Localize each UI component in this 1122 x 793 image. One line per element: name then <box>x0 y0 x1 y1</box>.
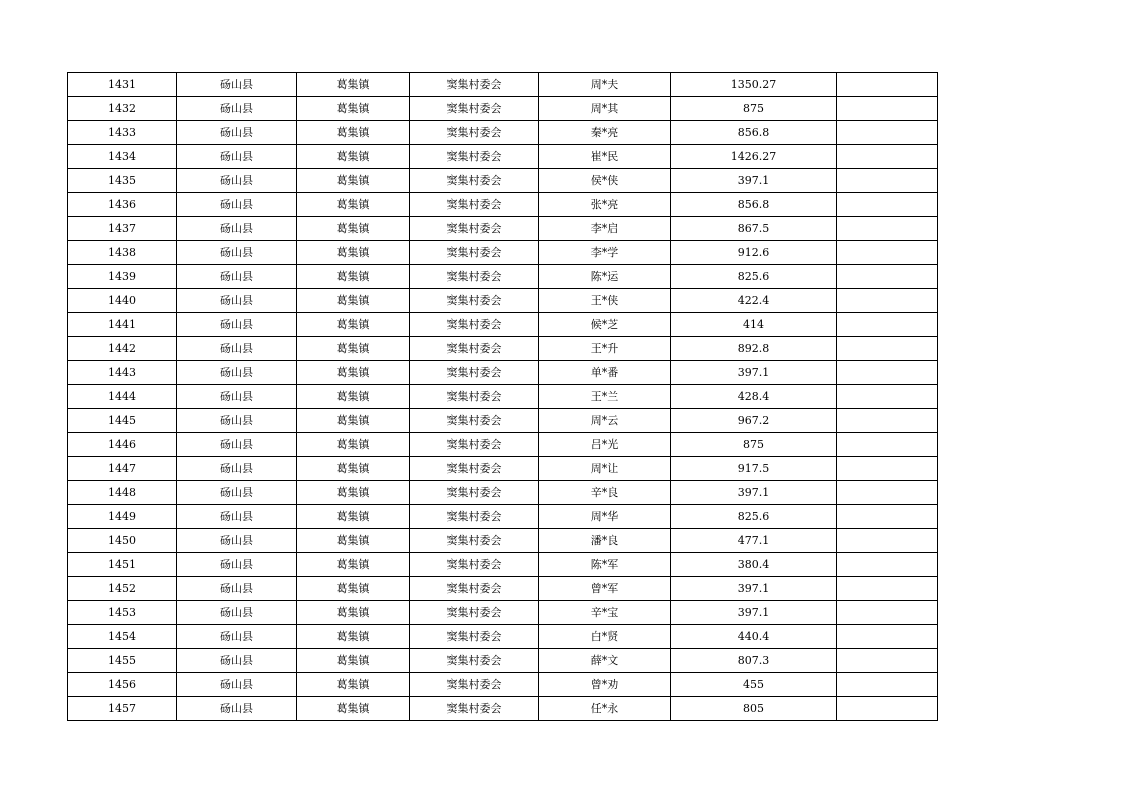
name-cell: 吕*光 <box>539 433 671 457</box>
village-committee-cell: 窦集村委会 <box>410 169 539 193</box>
town-cell: 葛集镇 <box>297 193 410 217</box>
remark-cell <box>837 241 938 265</box>
remark-cell <box>837 529 938 553</box>
name-cell: 白*贤 <box>539 625 671 649</box>
county-cell: 砀山县 <box>177 217 297 241</box>
name-cell: 周*夫 <box>539 73 671 97</box>
town-cell: 葛集镇 <box>297 505 410 529</box>
row-number-cell: 1433 <box>68 121 177 145</box>
county-cell: 砀山县 <box>177 409 297 433</box>
remark-cell <box>837 625 938 649</box>
remark-cell <box>837 409 938 433</box>
town-cell: 葛集镇 <box>297 649 410 673</box>
amount-cell: 1350.27 <box>671 73 837 97</box>
amount-cell: 825.6 <box>671 505 837 529</box>
town-cell: 葛集镇 <box>297 673 410 697</box>
town-cell: 葛集镇 <box>297 289 410 313</box>
remark-cell <box>837 673 938 697</box>
table-row <box>68 193 938 217</box>
town-cell: 葛集镇 <box>297 409 410 433</box>
row-number-cell: 1442 <box>68 337 177 361</box>
amount-cell: 917.5 <box>671 457 837 481</box>
name-cell: 周*云 <box>539 409 671 433</box>
village-committee-cell: 窦集村委会 <box>410 697 539 721</box>
amount-cell: 912.6 <box>671 241 837 265</box>
remark-cell <box>837 121 938 145</box>
table-row <box>68 553 938 577</box>
row-number-cell: 1431 <box>68 73 177 97</box>
county-cell: 砀山县 <box>177 577 297 601</box>
name-cell: 任*永 <box>539 697 671 721</box>
name-cell: 崔*民 <box>539 145 671 169</box>
amount-cell: 380.4 <box>671 553 837 577</box>
town-cell: 葛集镇 <box>297 697 410 721</box>
amount-cell: 875 <box>671 97 837 121</box>
town-cell: 葛集镇 <box>297 553 410 577</box>
amount-cell: 856.8 <box>671 193 837 217</box>
town-cell: 葛集镇 <box>297 265 410 289</box>
amount-cell: 397.1 <box>671 169 837 193</box>
town-cell: 葛集镇 <box>297 97 410 121</box>
amount-cell: 422.4 <box>671 289 837 313</box>
row-number-cell: 1446 <box>68 433 177 457</box>
town-cell: 葛集镇 <box>297 457 410 481</box>
town-cell: 葛集镇 <box>297 529 410 553</box>
village-committee-cell: 窦集村委会 <box>410 265 539 289</box>
amount-cell: 805 <box>671 697 837 721</box>
table-row <box>68 505 938 529</box>
name-cell: 辛*良 <box>539 481 671 505</box>
table-row <box>68 673 938 697</box>
village-committee-cell: 窦集村委会 <box>410 577 539 601</box>
amount-cell: 875 <box>671 433 837 457</box>
county-cell: 砀山县 <box>177 529 297 553</box>
remark-cell <box>837 313 938 337</box>
row-number-cell: 1443 <box>68 361 177 385</box>
name-cell: 李*学 <box>539 241 671 265</box>
village-committee-cell: 窦集村委会 <box>410 97 539 121</box>
village-committee-cell: 窦集村委会 <box>410 361 539 385</box>
row-number-cell: 1451 <box>68 553 177 577</box>
table-row <box>68 265 938 289</box>
county-cell: 砀山县 <box>177 385 297 409</box>
town-cell: 葛集镇 <box>297 73 410 97</box>
village-committee-cell: 窦集村委会 <box>410 145 539 169</box>
amount-cell: 807.3 <box>671 649 837 673</box>
village-committee-cell: 窦集村委会 <box>410 337 539 361</box>
name-cell: 张*亮 <box>539 193 671 217</box>
county-cell: 砀山县 <box>177 145 297 169</box>
remark-cell <box>837 193 938 217</box>
village-committee-cell: 窦集村委会 <box>410 73 539 97</box>
row-number-cell: 1452 <box>68 577 177 601</box>
county-cell: 砀山县 <box>177 265 297 289</box>
county-cell: 砀山县 <box>177 481 297 505</box>
name-cell: 曾*军 <box>539 577 671 601</box>
town-cell: 葛集镇 <box>297 577 410 601</box>
table-row <box>68 217 938 241</box>
remark-cell <box>837 169 938 193</box>
county-cell: 砀山县 <box>177 625 297 649</box>
row-number-cell: 1434 <box>68 145 177 169</box>
county-cell: 砀山县 <box>177 241 297 265</box>
county-cell: 砀山县 <box>177 601 297 625</box>
remark-cell <box>837 505 938 529</box>
table-row <box>68 289 938 313</box>
row-number-cell: 1447 <box>68 457 177 481</box>
remark-cell <box>837 73 938 97</box>
village-committee-cell: 窦集村委会 <box>410 505 539 529</box>
remark-cell <box>837 385 938 409</box>
village-committee-cell: 窦集村委会 <box>410 241 539 265</box>
data-table <box>67 72 938 721</box>
village-committee-cell: 窦集村委会 <box>410 385 539 409</box>
county-cell: 砀山县 <box>177 97 297 121</box>
name-cell: 李*启 <box>539 217 671 241</box>
village-committee-cell: 窦集村委会 <box>410 121 539 145</box>
amount-cell: 397.1 <box>671 577 837 601</box>
remark-cell <box>837 433 938 457</box>
row-number-cell: 1454 <box>68 625 177 649</box>
amount-cell: 825.6 <box>671 265 837 289</box>
name-cell: 潘*良 <box>539 529 671 553</box>
village-committee-cell: 窦集村委会 <box>410 193 539 217</box>
amount-cell: 1426.27 <box>671 145 837 169</box>
village-committee-cell: 窦集村委会 <box>410 601 539 625</box>
town-cell: 葛集镇 <box>297 481 410 505</box>
town-cell: 葛集镇 <box>297 625 410 649</box>
name-cell: 候*芝 <box>539 313 671 337</box>
row-number-cell: 1456 <box>68 673 177 697</box>
amount-cell: 867.5 <box>671 217 837 241</box>
table-body <box>68 73 938 721</box>
village-committee-cell: 窦集村委会 <box>410 553 539 577</box>
name-cell: 陈*运 <box>539 265 671 289</box>
table-row <box>68 697 938 721</box>
remark-cell <box>837 289 938 313</box>
amount-cell: 892.8 <box>671 337 837 361</box>
village-committee-cell: 窦集村委会 <box>410 673 539 697</box>
row-number-cell: 1453 <box>68 601 177 625</box>
remark-cell <box>837 145 938 169</box>
table-row <box>68 121 938 145</box>
row-number-cell: 1450 <box>68 529 177 553</box>
row-number-cell: 1445 <box>68 409 177 433</box>
row-number-cell: 1457 <box>68 697 177 721</box>
table-row <box>68 73 938 97</box>
county-cell: 砀山县 <box>177 457 297 481</box>
village-committee-cell: 窦集村委会 <box>410 457 539 481</box>
table-row <box>68 361 938 385</box>
village-committee-cell: 窦集村委会 <box>410 289 539 313</box>
town-cell: 葛集镇 <box>297 433 410 457</box>
table-row <box>68 577 938 601</box>
table-row <box>68 529 938 553</box>
county-cell: 砀山县 <box>177 649 297 673</box>
town-cell: 葛集镇 <box>297 217 410 241</box>
amount-cell: 455 <box>671 673 837 697</box>
amount-cell: 397.1 <box>671 481 837 505</box>
table-row <box>68 385 938 409</box>
row-number-cell: 1441 <box>68 313 177 337</box>
table-row <box>68 169 938 193</box>
village-committee-cell: 窦集村委会 <box>410 649 539 673</box>
amount-cell: 440.4 <box>671 625 837 649</box>
town-cell: 葛集镇 <box>297 601 410 625</box>
row-number-cell: 1432 <box>68 97 177 121</box>
town-cell: 葛集镇 <box>297 145 410 169</box>
remark-cell <box>837 337 938 361</box>
row-number-cell: 1438 <box>68 241 177 265</box>
county-cell: 砀山县 <box>177 505 297 529</box>
amount-cell: 967.2 <box>671 409 837 433</box>
village-committee-cell: 窦集村委会 <box>410 313 539 337</box>
amount-cell: 477.1 <box>671 529 837 553</box>
remark-cell <box>837 697 938 721</box>
remark-cell <box>837 97 938 121</box>
remark-cell <box>837 601 938 625</box>
remark-cell <box>837 361 938 385</box>
name-cell: 王*兰 <box>539 385 671 409</box>
remark-cell <box>837 481 938 505</box>
town-cell: 葛集镇 <box>297 241 410 265</box>
amount-cell: 428.4 <box>671 385 837 409</box>
table-row <box>68 145 938 169</box>
amount-cell: 397.1 <box>671 361 837 385</box>
county-cell: 砀山县 <box>177 433 297 457</box>
row-number-cell: 1437 <box>68 217 177 241</box>
town-cell: 葛集镇 <box>297 385 410 409</box>
county-cell: 砀山县 <box>177 361 297 385</box>
name-cell: 辛*宝 <box>539 601 671 625</box>
town-cell: 葛集镇 <box>297 121 410 145</box>
row-number-cell: 1449 <box>68 505 177 529</box>
row-number-cell: 1439 <box>68 265 177 289</box>
name-cell: 曾*劝 <box>539 673 671 697</box>
name-cell: 侯*侠 <box>539 169 671 193</box>
row-number-cell: 1444 <box>68 385 177 409</box>
county-cell: 砀山县 <box>177 313 297 337</box>
table-row <box>68 649 938 673</box>
remark-cell <box>837 217 938 241</box>
row-number-cell: 1455 <box>68 649 177 673</box>
amount-cell: 397.1 <box>671 601 837 625</box>
town-cell: 葛集镇 <box>297 361 410 385</box>
row-number-cell: 1435 <box>68 169 177 193</box>
amount-cell: 856.8 <box>671 121 837 145</box>
name-cell: 周*其 <box>539 97 671 121</box>
village-committee-cell: 窦集村委会 <box>410 433 539 457</box>
remark-cell <box>837 649 938 673</box>
remark-cell <box>837 577 938 601</box>
name-cell: 王*侠 <box>539 289 671 313</box>
county-cell: 砀山县 <box>177 673 297 697</box>
row-number-cell: 1440 <box>68 289 177 313</box>
name-cell: 薛*文 <box>539 649 671 673</box>
county-cell: 砀山县 <box>177 193 297 217</box>
table-row <box>68 409 938 433</box>
row-number-cell: 1448 <box>68 481 177 505</box>
table-row <box>68 601 938 625</box>
amount-cell: 414 <box>671 313 837 337</box>
county-cell: 砀山县 <box>177 289 297 313</box>
remark-cell <box>837 265 938 289</box>
town-cell: 葛集镇 <box>297 337 410 361</box>
table-row <box>68 433 938 457</box>
village-committee-cell: 窦集村委会 <box>410 217 539 241</box>
name-cell: 秦*亮 <box>539 121 671 145</box>
county-cell: 砀山县 <box>177 697 297 721</box>
county-cell: 砀山县 <box>177 121 297 145</box>
table-row <box>68 97 938 121</box>
table-row <box>68 457 938 481</box>
county-cell: 砀山县 <box>177 337 297 361</box>
village-committee-cell: 窦集村委会 <box>410 625 539 649</box>
name-cell: 王*升 <box>539 337 671 361</box>
table-row <box>68 241 938 265</box>
county-cell: 砀山县 <box>177 73 297 97</box>
name-cell: 陈*军 <box>539 553 671 577</box>
county-cell: 砀山县 <box>177 169 297 193</box>
county-cell: 砀山县 <box>177 553 297 577</box>
town-cell: 葛集镇 <box>297 169 410 193</box>
table-row <box>68 337 938 361</box>
table-row <box>68 625 938 649</box>
name-cell: 周*让 <box>539 457 671 481</box>
village-committee-cell: 窦集村委会 <box>410 481 539 505</box>
name-cell: 周*华 <box>539 505 671 529</box>
table-row <box>68 481 938 505</box>
remark-cell <box>837 457 938 481</box>
table-row <box>68 313 938 337</box>
village-committee-cell: 窦集村委会 <box>410 409 539 433</box>
village-committee-cell: 窦集村委会 <box>410 529 539 553</box>
town-cell: 葛集镇 <box>297 313 410 337</box>
remark-cell <box>837 553 938 577</box>
name-cell: 单*番 <box>539 361 671 385</box>
row-number-cell: 1436 <box>68 193 177 217</box>
